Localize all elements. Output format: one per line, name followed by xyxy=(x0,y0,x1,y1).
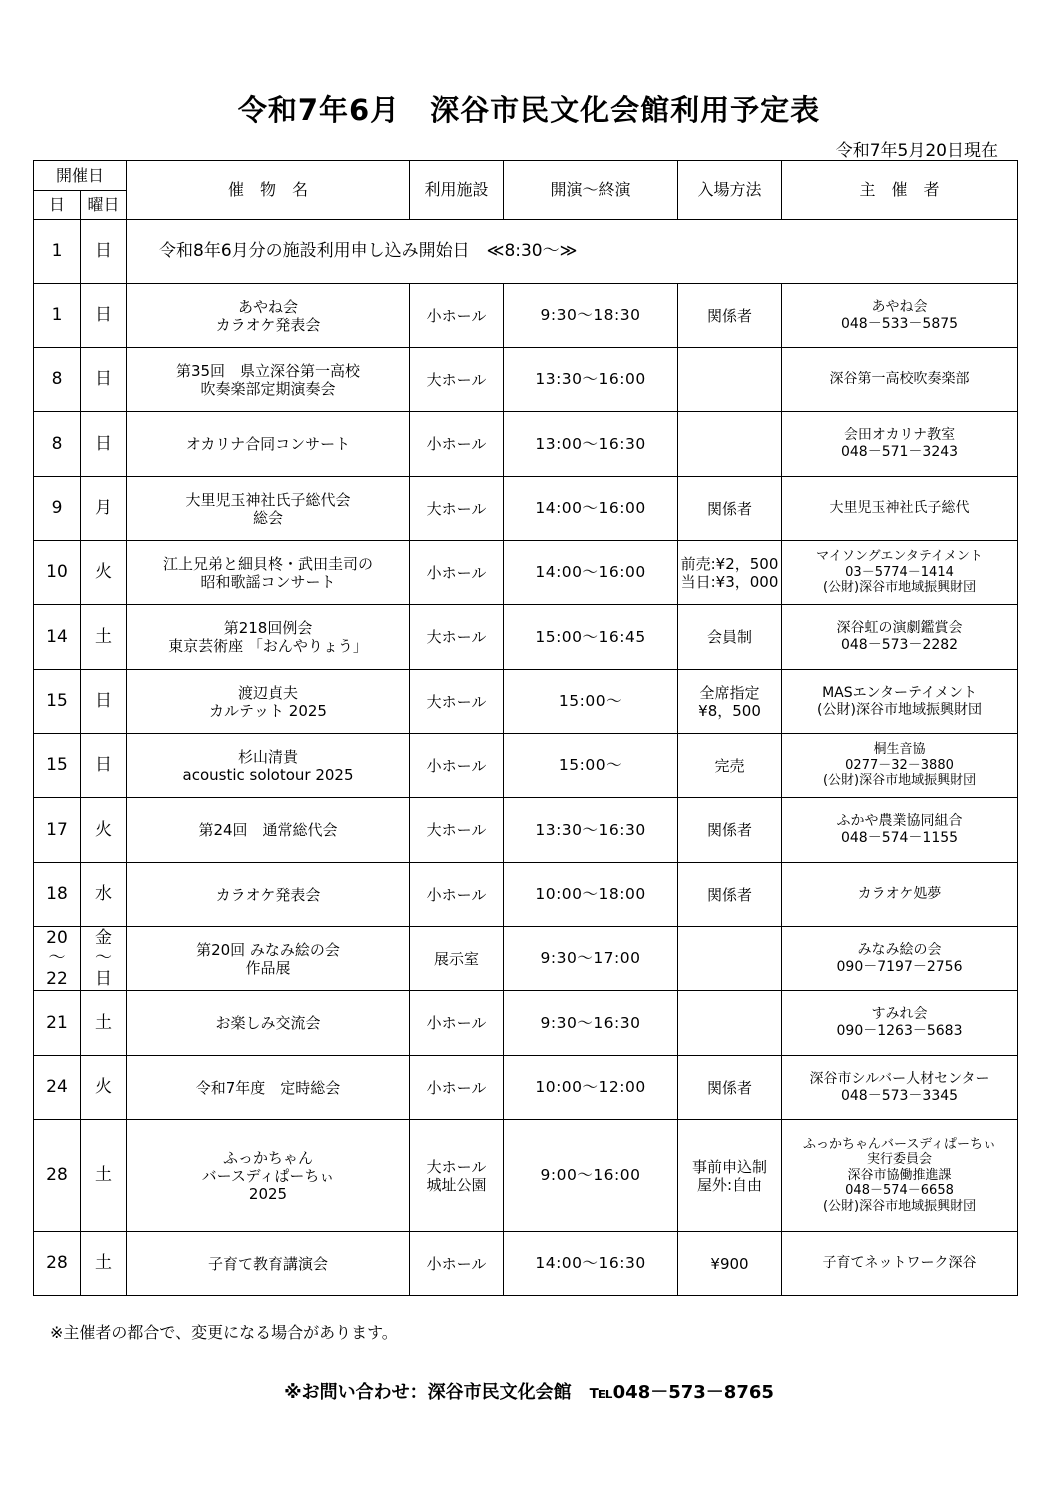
event-cell-line: 江上兄弟と細貝柊・武田圭司の xyxy=(163,554,374,573)
admission-cell-line: ¥900 xyxy=(710,1254,749,1273)
event-cell-line: あやね会 xyxy=(238,297,299,316)
notice-day: 1 xyxy=(34,220,81,284)
facility-cell-line: 小ホール xyxy=(426,435,487,453)
admission-cell-line: 前売:¥2，500 xyxy=(680,554,779,573)
organizer-cell-line: みなみ絵の会 xyxy=(857,941,942,958)
day-cell: 14 xyxy=(34,605,81,670)
facility-cell-line: 大ホール xyxy=(426,628,487,646)
facility-cell-line: 大ホール xyxy=(426,370,487,389)
event-cell-line: 杉山清貴 xyxy=(238,747,299,766)
facility-cell-line: 大ホール xyxy=(426,1157,487,1176)
admission-cell-line: 関係者 xyxy=(707,821,753,839)
organizer-cell-line: (公財)深谷市地域振興財団 xyxy=(822,580,977,596)
day-cell: 28 xyxy=(34,1120,81,1232)
admission-cell-line: 会員制 xyxy=(707,628,753,646)
event-cell xyxy=(127,605,410,670)
organizer-cell-line: 048－533－5875 xyxy=(840,315,959,332)
event-cell-line: 吹奏楽部定期演奏会 xyxy=(200,379,336,398)
admission-cell-line: 完売 xyxy=(714,756,745,775)
notice-weekday: 日 xyxy=(81,220,127,284)
day-cell: 10 xyxy=(34,541,81,605)
table-row xyxy=(34,991,1018,1056)
organizer-cell-line: 048－573－2282 xyxy=(840,637,959,653)
time-cell: 9:30～17:00 xyxy=(504,927,678,991)
event-cell xyxy=(127,348,410,412)
event-cell-line: 昭和歌謡コンサート xyxy=(200,572,336,591)
organizer-cell-line: 深谷第一高校吹奏楽部 xyxy=(829,371,970,388)
header-admission: 入場方法 xyxy=(678,161,782,220)
organizer-cell-line: 子育てネットワーク深谷 xyxy=(822,1255,977,1272)
table-row xyxy=(34,1232,1018,1296)
facility-cell xyxy=(410,1120,504,1232)
day-cell: 20 ～ 22 xyxy=(34,927,81,991)
event-cell xyxy=(127,991,410,1056)
admission-cell xyxy=(678,734,782,798)
schedule-table xyxy=(33,160,1018,1296)
organizer-cell xyxy=(782,605,1018,670)
event-cell-line: 令和7年度 定時総会 xyxy=(195,1078,341,1097)
table-row xyxy=(34,927,1018,991)
admission-cell-line: 事前申込制 xyxy=(692,1157,768,1176)
event-cell-line: 2025 xyxy=(248,1184,288,1203)
organizer-cell xyxy=(782,991,1018,1056)
organizer-cell-line: 深谷市シルバー人材センター xyxy=(809,1070,990,1087)
event-cell-line: カルテット 2025 xyxy=(209,701,327,720)
day-cell: 8 xyxy=(34,348,81,412)
weekday-cell: 月 xyxy=(81,477,127,541)
time-cell: 14:00～16:00 xyxy=(504,477,678,541)
organizer-cell-line: ふかや農業協同組合 xyxy=(836,813,963,830)
weekday-cell: 土 xyxy=(81,1232,127,1296)
event-cell xyxy=(127,863,410,927)
event-cell-line: 東京芸術座 「おんやりょう」 xyxy=(168,637,368,655)
time-cell: 13:30～16:30 xyxy=(504,798,678,863)
day-cell: 9 xyxy=(34,477,81,541)
organizer-cell xyxy=(782,927,1018,991)
table-row xyxy=(34,670,1018,734)
organizer-cell-line: 実行委員会 xyxy=(867,1152,933,1168)
weekday-cell: 水 xyxy=(81,863,127,927)
organizer-cell-line: 048－573－3345 xyxy=(840,1087,959,1104)
weekday-cell: 火 xyxy=(81,1056,127,1120)
event-cell xyxy=(127,1056,410,1120)
weekday-cell: 火 xyxy=(81,798,127,863)
table-row xyxy=(34,412,1018,477)
admission-cell-line: 関係者 xyxy=(707,885,753,904)
organizer-cell xyxy=(782,734,1018,798)
event-cell xyxy=(127,1120,410,1232)
organizer-cell-line: 深谷虹の演劇鑑賞会 xyxy=(836,620,963,637)
admission-cell-line: 屋外:自由 xyxy=(696,1175,763,1194)
facility-cell xyxy=(410,991,504,1056)
facility-cell xyxy=(410,605,504,670)
admission-cell-line: 関係者 xyxy=(707,306,753,325)
day-cell: 21 xyxy=(34,991,81,1056)
header-time: 開演～終演 xyxy=(504,161,678,220)
event-cell-line: 第35回 県立深谷第一高校 xyxy=(175,361,361,380)
organizer-cell-line: あやね会 xyxy=(871,298,928,315)
weekday-cell: 土 xyxy=(81,991,127,1056)
day-cell: 15 xyxy=(34,734,81,798)
facility-cell xyxy=(410,541,504,605)
admission-cell xyxy=(678,863,782,927)
footnote: ※主催者の都合で、変更になる場合があります。 xyxy=(50,1323,398,1342)
header-day: 日 xyxy=(34,191,81,220)
organizer-cell-line: ふっかちゃんバースディぱーちぃ xyxy=(802,1136,997,1152)
header-organizer: 主 催 者 xyxy=(782,161,1018,220)
event-cell-line: 大里児玉神社氏子総代会 xyxy=(185,490,351,509)
event-cell-line: オカリナ合同コンサート xyxy=(185,435,351,453)
event-cell-line: 作品展 xyxy=(245,958,291,977)
organizer-cell-line: 090－1263－5683 xyxy=(836,1023,963,1039)
facility-cell-line: 小ホール xyxy=(426,756,487,775)
facility-cell-line: 大ホール xyxy=(426,692,487,711)
admission-cell xyxy=(678,477,782,541)
event-cell xyxy=(127,927,410,991)
facility-cell-line: 大ホール xyxy=(426,821,487,839)
facility-cell xyxy=(410,798,504,863)
time-cell: 15:00～ xyxy=(504,734,678,798)
facility-cell-line: 小ホール xyxy=(426,885,487,904)
event-cell xyxy=(127,412,410,477)
admission-cell-line: 当日:¥3，000 xyxy=(680,572,779,591)
weekday-cell: 日 xyxy=(81,734,127,798)
time-cell: 15:00～ xyxy=(504,670,678,734)
admission-cell xyxy=(678,670,782,734)
organizer-cell-line: マイソングエンタテイメント xyxy=(816,549,983,565)
time-cell: 14:00～16:30 xyxy=(504,1232,678,1296)
table-row xyxy=(34,863,1018,927)
facility-cell-line: 小ホール xyxy=(426,563,487,582)
organizer-cell-line: 桐生音協 xyxy=(873,742,926,758)
page-title: 令和7年6月 深谷市民文化会館利用予定表 xyxy=(237,93,821,127)
event-cell-line: 第218回例会 xyxy=(223,619,313,637)
organizer-cell-line: 048－574－6658 xyxy=(845,1183,954,1199)
event-cell-line: ふっかちゃん xyxy=(223,1148,314,1167)
admission-cell xyxy=(678,798,782,863)
admission-cell xyxy=(678,991,782,1056)
facility-cell-line: 小ホール xyxy=(426,1014,487,1032)
admission-cell xyxy=(678,1232,782,1296)
table-row xyxy=(34,348,1018,412)
organizer-cell-line: 048－574－1155 xyxy=(840,830,959,846)
table-row xyxy=(34,798,1018,863)
event-cell-line: 総会 xyxy=(253,508,284,527)
admission-cell-line: ¥8，500 xyxy=(698,701,761,720)
organizer-cell xyxy=(782,541,1018,605)
time-cell: 10:00～18:00 xyxy=(504,863,678,927)
event-cell-line: 渡辺貞夫 xyxy=(238,683,299,702)
facility-cell-line: 城址公園 xyxy=(426,1175,487,1194)
admission-cell xyxy=(678,541,782,605)
organizer-cell-line: すみれ会 xyxy=(871,1006,928,1023)
admission-cell-line: 関係者 xyxy=(707,499,753,518)
contact-info: ※お問い合わせ：深谷市民文化会館 ℡048－573－8765 xyxy=(284,1382,774,1403)
facility-cell xyxy=(410,670,504,734)
organizer-cell xyxy=(782,1232,1018,1296)
header-facility: 利用施設 xyxy=(410,161,504,220)
organizer-cell-line: カラオケ処夢 xyxy=(857,886,942,903)
day-cell: 8 xyxy=(34,412,81,477)
table-row xyxy=(34,605,1018,670)
facility-cell xyxy=(410,1056,504,1120)
facility-cell-line: 小ホール xyxy=(426,1254,487,1273)
event-cell-line: カラオケ発表会 xyxy=(215,315,321,334)
table-row xyxy=(34,734,1018,798)
event-cell-line: バースディぱーちぃ xyxy=(201,1166,335,1185)
day-cell: 1 xyxy=(34,284,81,348)
facility-cell xyxy=(410,734,504,798)
facility-cell xyxy=(410,412,504,477)
organizer-cell-line: 大里児玉神社氏子総代 xyxy=(829,500,970,517)
organizer-cell-line: (公財)深谷市地域振興財団 xyxy=(822,773,977,789)
organizer-cell-line: 03－5774－1414 xyxy=(845,564,954,580)
facility-cell xyxy=(410,863,504,927)
organizer-cell xyxy=(782,284,1018,348)
organizer-cell xyxy=(782,412,1018,477)
organizer-cell-line: 会田オカリナ教室 xyxy=(843,427,956,444)
admission-cell-line: 全席指定 xyxy=(699,683,760,702)
notice-text: 令和8年6月分の施設利用申し込み開始日 ≪8:30～≫ xyxy=(127,220,1018,284)
table-row xyxy=(34,284,1018,348)
table-row xyxy=(34,477,1018,541)
header-weekday: 曜日 xyxy=(81,191,127,220)
organizer-cell xyxy=(782,348,1018,412)
admission-cell xyxy=(678,605,782,670)
facility-cell xyxy=(410,284,504,348)
facility-cell xyxy=(410,348,504,412)
event-cell xyxy=(127,284,410,348)
table-row xyxy=(34,541,1018,605)
weekday-cell: 日 xyxy=(81,348,127,412)
time-cell: 13:00～16:30 xyxy=(504,412,678,477)
admission-cell xyxy=(678,348,782,412)
weekday-cell: 土 xyxy=(81,1120,127,1232)
organizer-cell-line: 090－7197－2756 xyxy=(836,958,963,975)
admission-cell xyxy=(678,1056,782,1120)
facility-cell xyxy=(410,477,504,541)
day-cell: 24 xyxy=(34,1056,81,1120)
admission-cell-line: 関係者 xyxy=(707,1078,753,1097)
organizer-cell xyxy=(782,863,1018,927)
organizer-cell-line: 0277－32－3880 xyxy=(845,757,954,773)
admission-cell xyxy=(678,1120,782,1232)
event-cell-line: 第20回 みなみ絵の会 xyxy=(196,940,340,959)
organizer-cell xyxy=(782,798,1018,863)
time-cell: 13:30～16:00 xyxy=(504,348,678,412)
facility-cell xyxy=(410,927,504,991)
organizer-cell xyxy=(782,670,1018,734)
event-cell xyxy=(127,670,410,734)
event-cell xyxy=(127,734,410,798)
time-cell: 9:30～16:30 xyxy=(504,991,678,1056)
organizer-cell-line: 048－571－3243 xyxy=(840,444,959,460)
event-cell xyxy=(127,477,410,541)
time-cell: 9:00～16:00 xyxy=(504,1120,678,1232)
organizer-cell xyxy=(782,1056,1018,1120)
day-cell: 18 xyxy=(34,863,81,927)
organizer-cell-line: MASエンターテイメント xyxy=(822,684,977,701)
day-cell: 28 xyxy=(34,1232,81,1296)
facility-cell xyxy=(410,1232,504,1296)
notice-row xyxy=(34,220,1018,284)
organizer-cell xyxy=(782,477,1018,541)
facility-cell-line: 展示室 xyxy=(434,949,480,968)
weekday-cell: 火 xyxy=(81,541,127,605)
event-cell xyxy=(127,798,410,863)
organizer-cell-line: (公財)深谷市地域振興財団 xyxy=(822,1198,977,1214)
admission-cell xyxy=(678,284,782,348)
time-cell: 15:00～16:45 xyxy=(504,605,678,670)
admission-cell xyxy=(678,927,782,991)
event-cell-line: 第24回 通常総代会 xyxy=(198,821,338,839)
as-of-date: 令和7年5月20日現在 xyxy=(835,141,998,161)
organizer-cell xyxy=(782,1120,1018,1232)
event-cell-line: カラオケ発表会 xyxy=(215,885,321,904)
event-cell xyxy=(127,541,410,605)
weekday-cell: 日 xyxy=(81,412,127,477)
facility-cell-line: 大ホール xyxy=(426,499,487,518)
organizer-cell-line: 深谷市協働推進課 xyxy=(847,1167,952,1183)
event-cell xyxy=(127,1232,410,1296)
weekday-cell: 土 xyxy=(81,605,127,670)
facility-cell-line: 小ホール xyxy=(426,1078,487,1097)
header-date-group: 開催日 xyxy=(34,161,127,191)
weekday-cell: 金 ～ 日 xyxy=(81,927,127,991)
time-cell: 14:00～16:00 xyxy=(504,541,678,605)
admission-cell xyxy=(678,412,782,477)
table-row xyxy=(34,1056,1018,1120)
time-cell: 9:30～18:30 xyxy=(504,284,678,348)
weekday-cell: 日 xyxy=(81,670,127,734)
header-event: 催 物 名 xyxy=(127,161,410,220)
event-cell-line: acoustic solotour 2025 xyxy=(182,765,354,784)
time-cell: 10:00～12:00 xyxy=(504,1056,678,1120)
day-cell: 17 xyxy=(34,798,81,863)
organizer-cell-line: (公財)深谷市地域振興財団 xyxy=(817,701,982,718)
event-cell-line: 子育て教育講演会 xyxy=(208,1254,329,1273)
weekday-cell: 日 xyxy=(81,284,127,348)
table-row xyxy=(34,1120,1018,1232)
event-cell-line: お楽しみ交流会 xyxy=(215,1014,321,1032)
facility-cell-line: 小ホール xyxy=(426,306,487,325)
day-cell: 15 xyxy=(34,670,81,734)
